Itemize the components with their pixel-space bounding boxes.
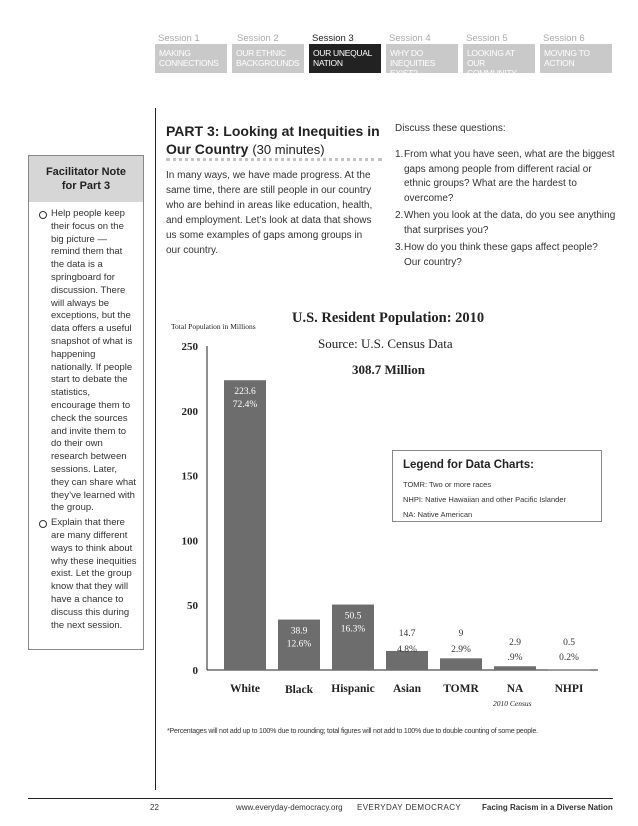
percent-label: 2.9% (451, 645, 471, 655)
part-duration: (30 minutes) (252, 142, 325, 157)
bar (224, 380, 266, 670)
bar (548, 669, 590, 670)
footer-rule (28, 798, 613, 799)
x-category-label: Black (284, 684, 314, 696)
session-tab[interactable]: OUR ETHNIC BACKGROUNDS (232, 44, 304, 73)
session-number-active: Session 3 (312, 33, 354, 44)
question-number: 1. (395, 149, 404, 160)
footer-org: EVERYDAY DEMOCRACY (357, 803, 462, 812)
list-item (39, 517, 137, 632)
legend-item: TOMR: Two or more races (403, 480, 492, 489)
list-item (395, 241, 617, 270)
percent-label: .9% (507, 653, 523, 663)
percent-label: 12.6% (286, 639, 312, 650)
session-number: Session 1 (158, 33, 200, 44)
facilitator-body (29, 202, 143, 642)
question-text: From what you have seen, what are the biggest gaps among people from different racial or ethnic groups? What are the hardest to overcome? (404, 149, 615, 204)
legend-title: Legend for Data Charts: (403, 459, 534, 471)
y-axis-label: Total Population in Millions (171, 322, 256, 331)
session-number: Session 5 (466, 33, 508, 44)
x-category-label: TOMR (443, 683, 479, 695)
chart-legend (392, 450, 602, 522)
session-number: Session 2 (237, 33, 279, 44)
percent-label: 4.8% (397, 645, 417, 655)
question-list (395, 148, 617, 273)
column-rule (155, 108, 156, 790)
y-tick-label: 150 (181, 470, 198, 483)
facilitator-title: Facilitator Note for Part 3 (29, 156, 143, 202)
chart-footnote: *Percentages will not add up to 100% due to rounding; total figures will not add to 100% due to double counting of some people. (167, 728, 538, 735)
intro-paragraph: In many ways, we have made progress. At the same time, there are still people in our country who are behind in areas like education, health, and employment. Let’s look at data that shows us some examples of gaps among groups in our country. (166, 170, 373, 256)
value-label: 50.5 (344, 611, 362, 622)
bullet-icon (39, 520, 47, 528)
facilitator-note (28, 155, 144, 650)
list-item (39, 208, 137, 515)
dotted-divider (166, 158, 382, 161)
value-label: 14.7 (398, 629, 416, 639)
page-number: 22 (150, 803, 159, 812)
percent-label: 16.3% (340, 624, 366, 635)
value-label: 2.9 (509, 638, 521, 648)
footer-book-title: Facing Racism in a Diverse Nation (482, 803, 613, 812)
bullet-icon (39, 211, 47, 219)
chart-total: 308.7 Million (352, 362, 425, 377)
y-tick-label: 200 (181, 405, 198, 418)
session-tab[interactable]: MAKING CONNECTIONS (155, 44, 227, 73)
x-category-label: NHPI (554, 683, 584, 695)
session-tab[interactable]: LOOKING AT OUR COMMUNITY (463, 44, 535, 73)
question-number: 3. (395, 242, 404, 253)
x-category-label: Asian (392, 683, 422, 695)
y-tick-label: 250 (181, 341, 198, 353)
list-item (395, 209, 617, 238)
y-tick-label: 0 (192, 665, 198, 677)
question-text: How do you think these gaps affect people? Our country? (404, 242, 598, 268)
facilitator-text: Help people keep their focus on the big picture — remind them that the data is a springboard for discussion. There will always be exceptions, but the data offers a useful snapshot of what is happening nationally. If people start to debate the statistics, encourage them to check the sources and invite them to do their own research between sessions. Later, they can share what they’ve learned with the group. (51, 208, 137, 514)
legend-item: NA: Native American (403, 510, 473, 519)
population-bar-chart (160, 330, 610, 720)
percent-label: 72.4% (232, 400, 258, 411)
session-tab[interactable]: WHY DO INEQUITIES EXIST? (386, 44, 458, 73)
question-text: When you look at the data, do you see anything that surprises you? (404, 210, 616, 236)
value-label: 223.6 (234, 387, 256, 398)
bar (494, 666, 536, 670)
session-tab[interactable]: MOVING TO ACTION (540, 44, 612, 73)
session-tab-active[interactable]: OUR UNEQUAL NATION (309, 44, 381, 73)
footer-url[interactable]: www.everyday-democracy.org (236, 803, 343, 812)
y-tick-label: 50 (187, 600, 198, 613)
session-number: Session 6 (543, 33, 585, 44)
part-title-text: PART 3: Looking at Inequities in Our Country (166, 123, 380, 157)
discussion-heading: Discuss these questions: (395, 123, 506, 134)
value-label: 9 (458, 629, 464, 639)
session-number: Session 4 (389, 33, 431, 44)
chart-note: 2010 Census (493, 699, 532, 708)
list-item (395, 148, 617, 206)
question-number: 2. (395, 210, 404, 221)
part-title (166, 122, 381, 159)
chart-source: Source: U.S. Census Data (318, 336, 453, 351)
legend-item: NHPI: Native Hawaiian and other Pacific Islander (403, 495, 566, 504)
x-category-label: NA (506, 683, 524, 695)
bar (440, 658, 482, 670)
x-category-label: Hispanic (331, 683, 375, 695)
value-label: 38.9 (290, 626, 308, 637)
chart-title: U.S. Resident Population: 2010 (292, 310, 485, 326)
value-label: 0.5 (563, 638, 575, 648)
x-category-label: White (229, 683, 261, 695)
percent-label: 0.2% (559, 653, 579, 663)
facilitator-text: Explain that there are many different ways to think about why these inequities exist. Let the group know that they will have a chance to discuss this during the next session. (51, 517, 137, 631)
y-tick-label: 100 (181, 535, 198, 548)
